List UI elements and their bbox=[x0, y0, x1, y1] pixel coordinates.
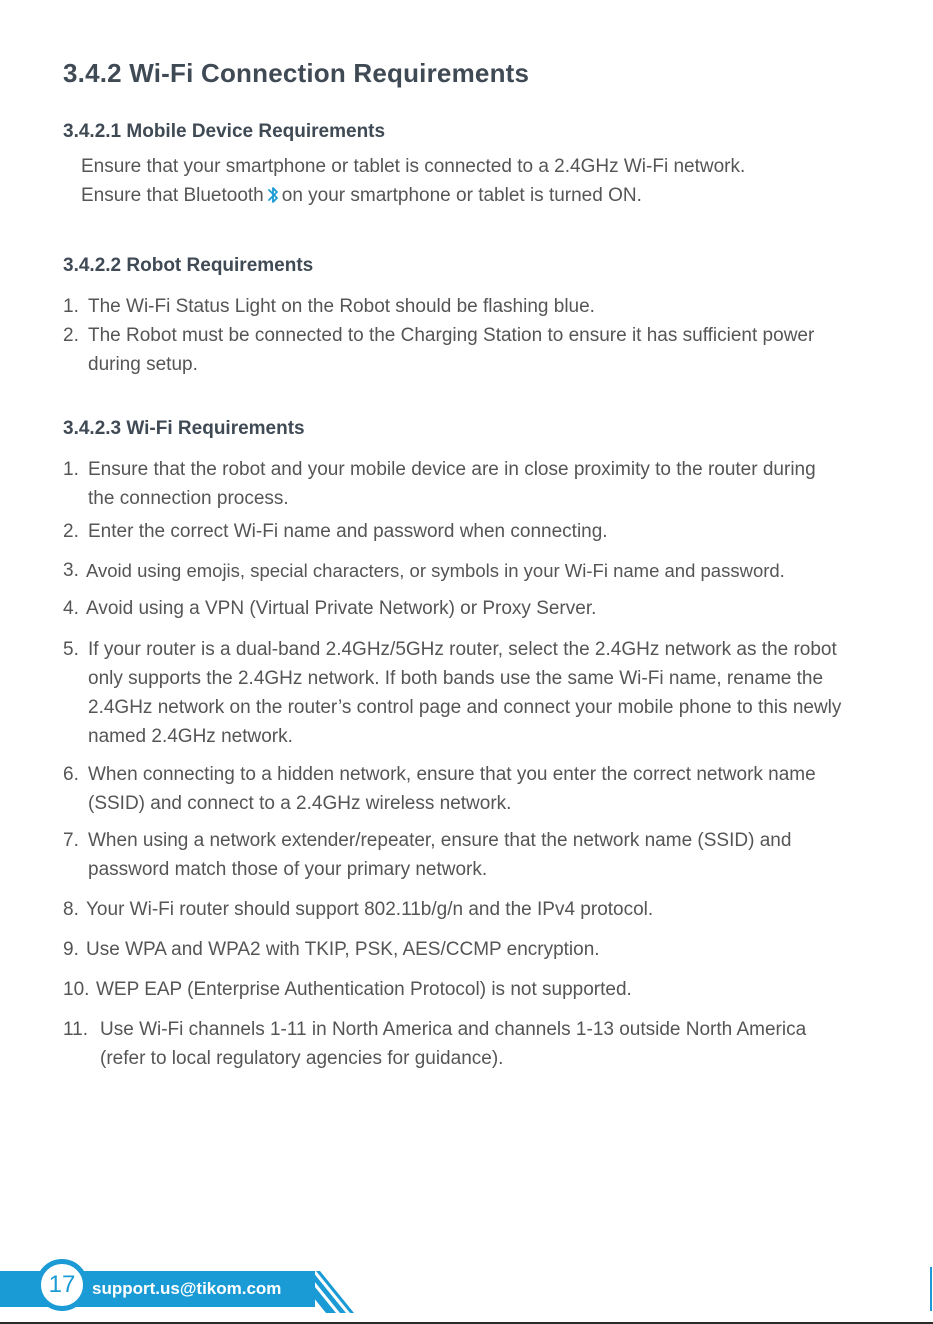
wifi-item-8 bbox=[63, 895, 878, 924]
wifi-item-number: 6. bbox=[63, 764, 79, 785]
wifi-item-text: Enter the correct Wi-Fi name and password when connecting. bbox=[88, 521, 608, 542]
wifi-item-number: 10. bbox=[63, 979, 90, 1000]
wifi-item-1 bbox=[63, 455, 843, 513]
page-number: 17 bbox=[48, 1271, 76, 1298]
right-edge-marker bbox=[930, 1267, 932, 1311]
wifi-item-text: Use Wi-Fi channels 1-11 in North America and channels 1-13 outside North America (refer to local regulatory agencies for guidance). bbox=[100, 1019, 807, 1069]
wifi-item-text: Use WPA and WPA2 with TKIP, PSK, AES/CCMP encryption. bbox=[86, 939, 600, 960]
wifi-item-7 bbox=[63, 826, 873, 884]
wifi-item-text: WEP EAP (Enterprise Authentication Protocol) is not supported. bbox=[96, 979, 632, 1000]
wifi-item-text: Ensure that the robot and your mobile device are in close proximity to the router during the connection process. bbox=[88, 459, 816, 509]
decorative-stripes-icon bbox=[292, 1267, 356, 1317]
wifi-item-number: 7. bbox=[63, 830, 79, 851]
wifi-requirements-heading: 3.4.2.3 Wi-Fi Requirements bbox=[63, 418, 305, 439]
wifi-item-number: 5. bbox=[63, 639, 79, 660]
wifi-item-5 bbox=[63, 635, 873, 751]
wifi-item-9 bbox=[63, 935, 878, 964]
wifi-item-number: 9. bbox=[63, 939, 79, 960]
wifi-item-10 bbox=[63, 975, 878, 1004]
wifi-item-11 bbox=[63, 1015, 823, 1073]
robot-item-text: The Wi-Fi Status Light on the Robot should be flashing blue. bbox=[88, 296, 595, 317]
wifi-item-text: Avoid using a VPN (Virtual Private Network) or Proxy Server. bbox=[86, 598, 597, 619]
mobile-line-2 bbox=[81, 181, 642, 210]
page-footer bbox=[0, 1255, 933, 1324]
wifi-item-6 bbox=[63, 760, 863, 818]
robot-item-text: The Robot must be connected to the Charging Station to ensure it has sufficient power during setup. bbox=[88, 325, 815, 375]
wifi-item-text: Your Wi-Fi router should support 802.11b/g/n and the IPv4 protocol. bbox=[86, 899, 654, 920]
wifi-item-number: 3. bbox=[63, 560, 79, 581]
mobile-line-2-end: on your smartphone or tablet is turned ON. bbox=[281, 185, 642, 206]
page-title: 3.4.2 Wi-Fi Connection Requirements bbox=[63, 58, 530, 88]
robot-item-2 bbox=[63, 321, 833, 379]
wifi-item-number: 2. bbox=[63, 521, 79, 542]
bluetooth-icon bbox=[266, 185, 280, 205]
wifi-item-number: 8. bbox=[63, 899, 79, 920]
wifi-item-number: 11. bbox=[63, 1019, 89, 1040]
mobile-line-2-start: Ensure that Bluetooth bbox=[81, 185, 264, 206]
mobile-line-1: Ensure that your smartphone or tablet is connected to a 2.4GHz Wi-Fi network. bbox=[81, 156, 746, 177]
wifi-item-text: When connecting to a hidden network, ensure that you enter the correct network name (SSID) and connect to a 2.4GHz wireless network. bbox=[88, 764, 816, 814]
robot-item-number: 1. bbox=[63, 296, 79, 317]
robot-item-1 bbox=[63, 292, 878, 321]
wifi-item-text: When using a network extender/repeater, ensure that the network name (SSID) and password match those of your primary network. bbox=[88, 830, 792, 880]
robot-requirements-heading: 3.4.2.2 Robot Requirements bbox=[63, 255, 314, 276]
wifi-item-4 bbox=[63, 594, 878, 623]
wifi-item-number: 1. bbox=[63, 459, 79, 480]
wifi-item-3 bbox=[63, 556, 883, 585]
robot-item-number: 2. bbox=[63, 325, 79, 346]
wifi-item-number: 4. bbox=[63, 598, 79, 619]
wifi-item-text: Avoid using emojis, special characters, or symbols in your Wi-Fi name and password. bbox=[86, 560, 785, 581]
support-email[interactable]: support.us@tikom.com bbox=[92, 1279, 282, 1298]
wifi-item-2 bbox=[63, 517, 878, 546]
wifi-item-text: If your router is a dual-band 2.4GHz/5GHz router, select the 2.4GHz network as the robot only supports the 2.4GHz network. If both bands use the same Wi-Fi name, rename the 2.4GHz network on the router’s control page and connect your mobile phone to this newly named 2.4GHz network. bbox=[88, 639, 842, 747]
mobile-requirements-heading: 3.4.2.1 Mobile Device Requirements bbox=[63, 121, 386, 142]
